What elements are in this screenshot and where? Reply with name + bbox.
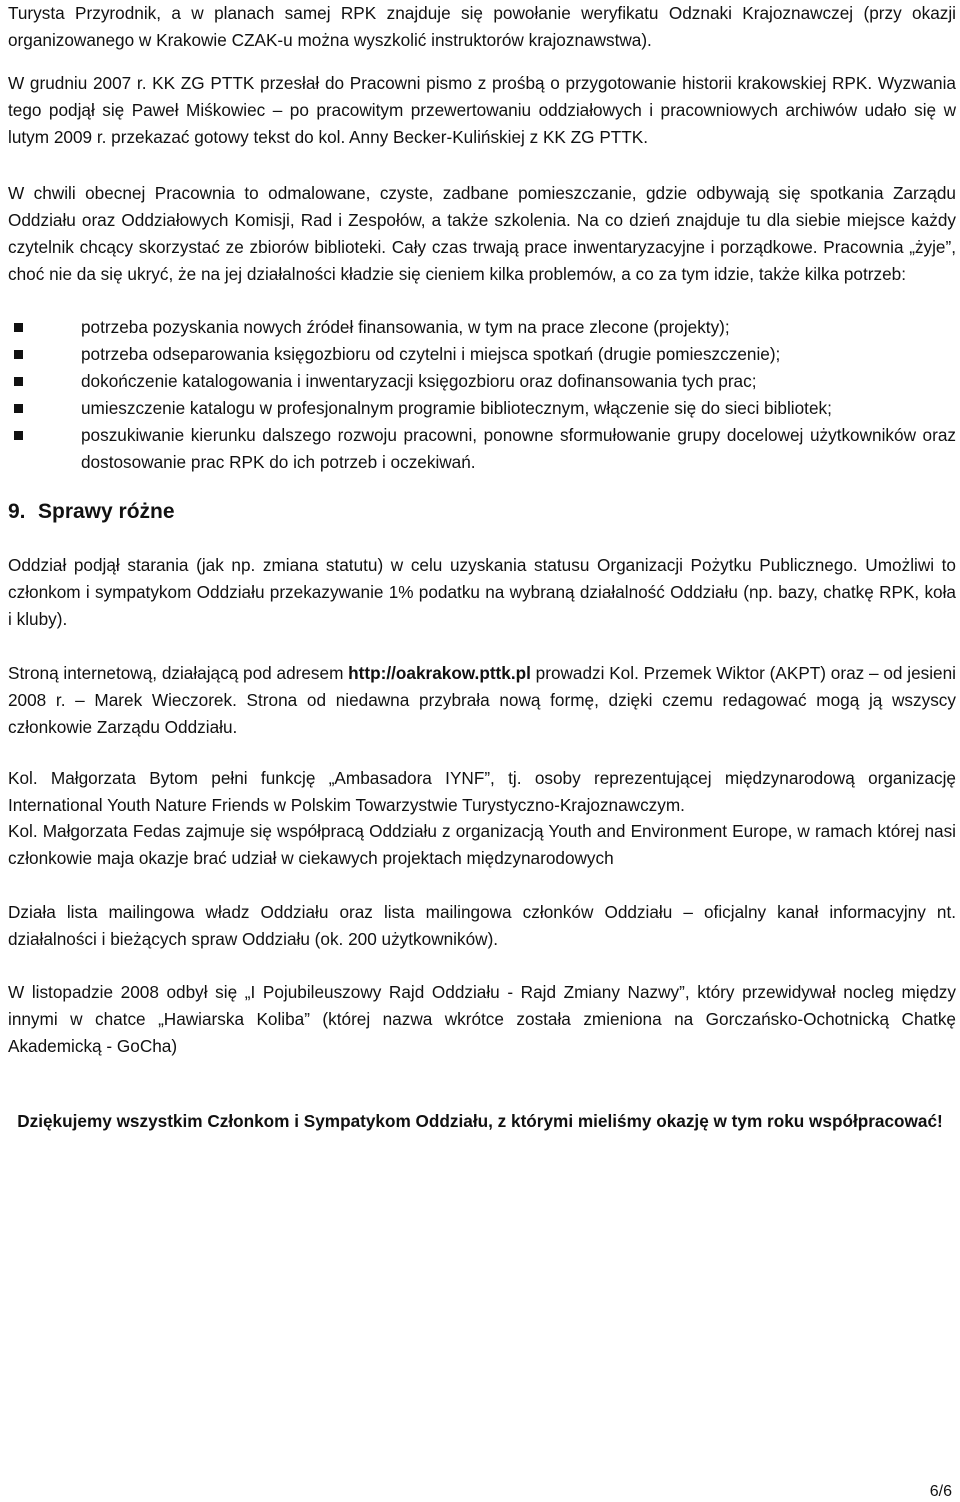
paragraph-pracownia: W chwili obecnej Pracownia to odmalowane, czyste, zadbane pomieszczanie, gdzie odbywają się spotkania Zarządu Oddziału oraz Oddziałowych Komisji, Rad i Zespołów, a także szkolenia. Na co dzień znajduje tu dla siebie miejsce każdy czytelnik chcący skorzystać ze zbiorów biblioteki. Cały czas trwają prace inwentaryzacyjne i porządkowe. Pracownia „żyje”, choć nie da się ukryć, że na jej działalności kładzie się cieniem kilka problemów, a co za tym idzie, także kilka potrzeb: <box>8 183 956 284</box>
section-number: 9. <box>8 500 26 523</box>
paragraph-opp: Oddział podjął starania (jak np. zmiana statutu) w celu uzyskania statusu Organizacji Pożytku Publicznego. Umożliwi to członkom i sympatykom Oddziału przekazywanie 1% podatku na wybraną działalność Oddziału (np. bazy, chatkę RPK, koła i kluby). <box>8 555 956 629</box>
paragraph-weryfikat: Turysta Przyrodnik, a w planach samej RPK znajduje się powołanie weryfikatu Odznaki Krajoznawczej (przy okazji organizowanego w Krakowie CZAK-u można wyszkolić instruktorów krajoznawstwa). <box>8 3 956 50</box>
list-item: poszukiwanie kierunku dalszego rozwoju pracowni, ponowne sformułowanie grupy docelowej użytkowników oraz dostosowanie prac RPK do ich potrzeb i oczekiwań. <box>8 422 956 476</box>
paragraph-iynf: Kol. Małgorzata Bytom pełni funkcję „Ambasadora IYNF”, tj. osoby reprezentującej międzynarodową organizację International Youth Nature Friends w Polskim Towarzystwie Turystyczno-Krajoznawczym. <box>8 768 956 815</box>
needs-list <box>8 314 956 476</box>
paragraph-rajd: W listopadzie 2008 odbył się „I Pojubileuszowy Rajd Oddziału - Rajd Zmiany Nazwy”, który przewidywał nocleg między innymi w chatce „Hawiarska Koliba” (której nazwa wkrótce została zmieniona na Gorczańsko-Ochotnicką Chatkę Akademicką - GoCha) <box>8 982 956 1056</box>
bullet-icon <box>14 350 23 359</box>
bullet-icon <box>14 431 23 440</box>
thanks-message: Dziękujemy wszystkim Członkom i Sympatykom Oddziału, z którymi mieliśmy okazję w tym roku współpracować! <box>17 1111 943 1131</box>
bullet-icon <box>14 323 23 332</box>
list-item: umieszczenie katalogu w profesjonalnym programie bibliotecznym, włączenie się do sieci bibliotek; <box>8 395 956 422</box>
list-item: potrzeba pozyskania nowych źródeł finansowania, w tym na prace zlecone (projekty); <box>8 314 956 341</box>
website-link[interactable]: http://oakrakow.pttk.pl <box>348 663 531 683</box>
bullet-icon <box>14 404 23 413</box>
paragraph-mailing: Działa lista mailingowa władz Oddziału oraz lista mailingowa członków Oddziału – oficjalny kanał informacyjny nt. działalności i bieżących spraw Oddziału (ok. 200 użytkowników). <box>8 902 956 949</box>
page-number: 6/6 <box>929 1483 952 1500</box>
section-heading <box>8 497 175 527</box>
paragraph-yee: Kol. Małgorzata Fedas zajmuje się współpracą Oddziału z organizacją Youth and Environment Europe, w ramach której nasi członkowie maja okazje brać udział w ciekawych projektach międzynarodowych <box>8 821 956 868</box>
paragraph-historia-rpk: W grudniu 2007 r. KK ZG PTTK przesłał do Pracowni pismo z prośbą o przygotowanie historii krakowskiej RPK. Wyzwania tego podjął się Paweł Miśkowiec – po pracowitym przewertowaniu oddziałowych i pracowniowych archiwów udało się w lutym 2009 r. przekazać gotowy tekst do kol. Anny Becker-Kulińskiej z KK ZG PTTK. <box>8 73 956 147</box>
section-title: Sprawy różne <box>38 500 175 523</box>
list-item: potrzeba odseparowania księgozbioru od czytelni i miejsca spotkań (drugie pomieszczenie); <box>8 341 956 368</box>
paragraph-website: Stroną internetową, działającą pod adresem http://oakrakow.pttk.pl prowadzi Kol. Przemek Wiktor (AKPT) oraz – od jesieni 2008 r. – Marek Wieczorek. Strona od niedawna przybrała nową formę, dzięki czemu redagować mogą ją wszyscy członkowie Zarządu Oddziału. <box>8 663 956 737</box>
list-item: dokończenie katalogowania i inwentaryzacji księgozbioru oraz dofinansowania tych prac; <box>8 368 956 395</box>
bullet-icon <box>14 377 23 386</box>
